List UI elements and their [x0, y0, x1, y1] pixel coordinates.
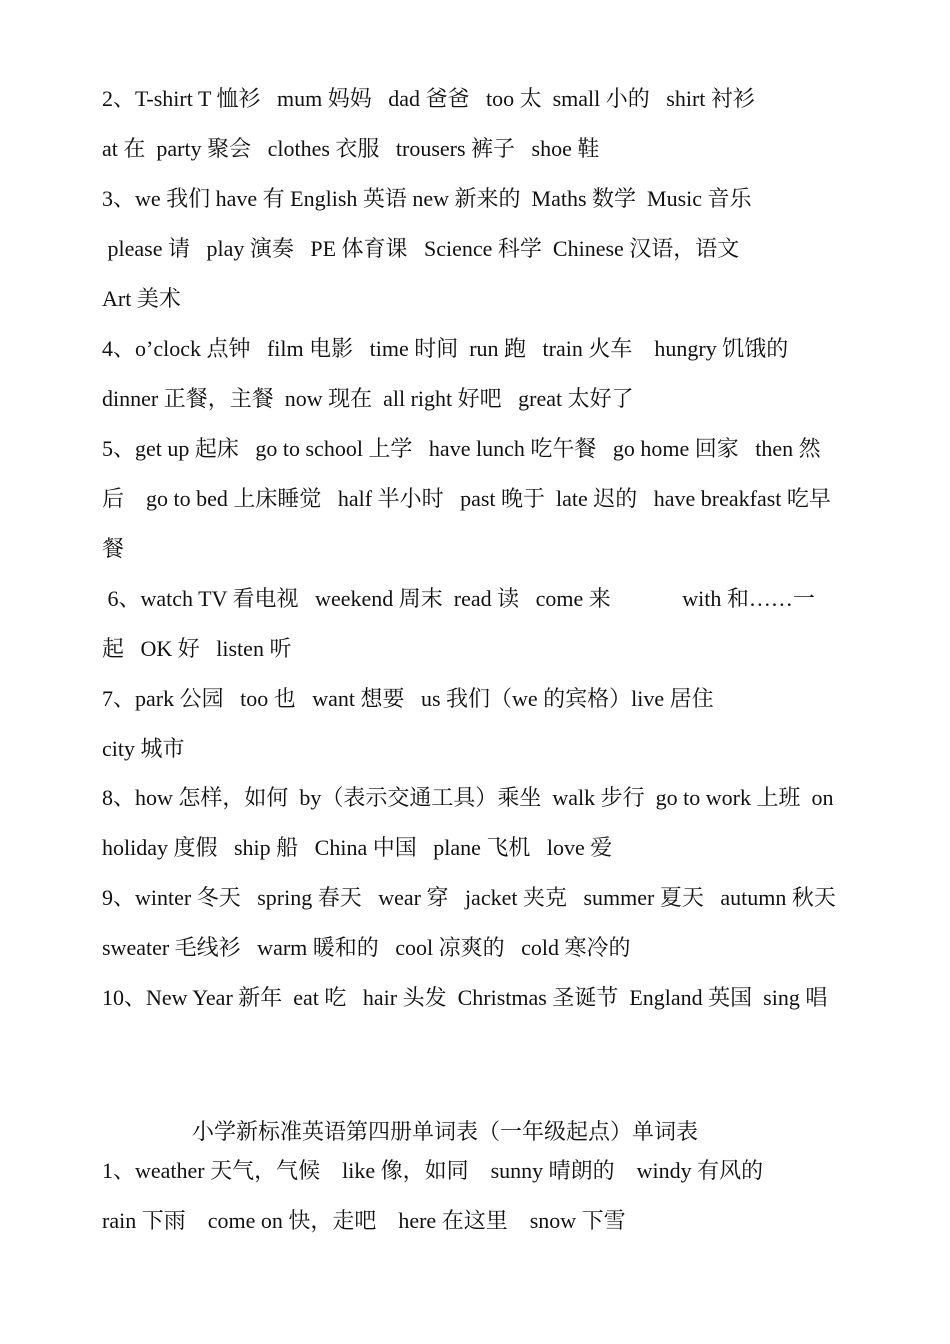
vocab-line-unit-7b: city 城市: [102, 736, 185, 761]
vocab-line-unit-3a: 3、we 我们 have 有 English 英语 new 新来的 Maths 数学 Music 音乐: [102, 186, 752, 211]
vocab-line-unit-5b: 后 go to bed 上床睡觉 half 半小时 past 晚于 late 迟的 have breakfast 吃早: [102, 486, 831, 511]
vocab-line-unit-5a: 5、get up 起床 go to school 上学 have lunch 吃午餐 go home 回家 then 然: [102, 436, 821, 461]
vocab-line-unit-9b: sweater 毛线衫 warm 暖和的 cool 凉爽的 cold 寒冷的: [102, 935, 631, 960]
vocab-line-unit-5c: 餐: [102, 536, 125, 561]
vocab-line-unit-4a: 4、o’clock 点钟 film 电影 time 时间 run 跑 train 火车 hungry 饥饿的: [102, 336, 789, 361]
vocab-line-unit-4b: dinner 正餐，主餐 now 现在 all right 好吧 great 太好了: [102, 386, 634, 411]
vocab-line-unit-3c: Art 美术: [102, 286, 181, 311]
vocab-line-unit-6a: 6、watch TV 看电视 weekend 周末 read 读 come 来 with 和……一: [102, 586, 815, 611]
vocab-line-unit-8b: holiday 度假 ship 船 China 中国 plane 飞机 love 爱: [102, 835, 613, 860]
vocab-line-unit-9a: 9、winter 冬天 spring 春天 wear 穿 jacket 夹克 summer 夏天 autumn 秋天: [102, 885, 836, 910]
vocab-line-unit-7a: 7、park 公园 too 也 want 想要 us 我们（we 的宾格）live 居住: [102, 686, 714, 711]
vocab-line-book4-unit-1a: 1、weather 天气，气候 like 像，如同 sunny 晴朗的 windy 有风的: [102, 1158, 764, 1183]
vocab-line-unit-10a: 10、New Year 新年 eat 吃 hair 头发 Christmas 圣诞节 England 英国 sing 唱: [102, 985, 828, 1010]
vocab-line-book4-unit-1b: rain 下雨 come on 快，走吧 here 在这里 snow 下雪: [102, 1208, 626, 1233]
vocab-line-unit-8a: 8、how 怎样，如何 by（表示交通工具）乘坐 walk 步行 go to work 上班 on: [102, 785, 834, 810]
vocab-line-unit-3b: please 请 play 演奏 PE 体育课 Science 科学 Chinese 汉语，语文: [102, 236, 740, 261]
section-title: 小学新标准英语第四册单词表（一年级起点）单词表: [192, 1119, 699, 1144]
vocab-line-unit-6b: 起 OK 好 listen 听: [102, 636, 292, 661]
vocab-line-unit-2a: 2、T-shirt T 恤衫 mum 妈妈 dad 爸爸 too 太 small 小的 shirt 衬衫: [102, 86, 755, 111]
vocab-line-unit-2b: at 在 party 聚会 clothes 衣服 trousers 裤子 shoe 鞋: [102, 136, 600, 161]
